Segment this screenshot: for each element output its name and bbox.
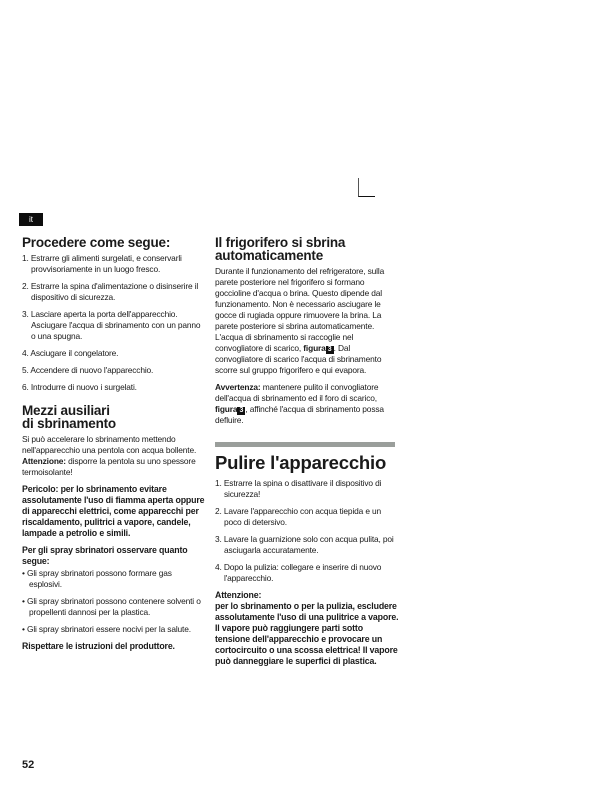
spray-bullets: [22, 568, 206, 635]
list-item: 5. Accendere di nuovo l'apparecchio.: [22, 365, 154, 375]
list-item: 3. Lasciare aperta la porta dell'apparecchio. Asciugare l'acqua di sbrinamento con un panno o una spugna.: [22, 309, 201, 341]
defrost-aids-paragraph: Si può accelerare lo sbrinamento mettendo nell'apparecchio una pentola con acqua bollente. Attenzione: disporre la pentola su uno spessore termoisolante!: [22, 434, 197, 477]
heading-cleaning: Pulire l'apparecchio: [215, 452, 387, 473]
section-divider: [215, 442, 395, 447]
list-item: • Gli spray sbrinatori possono contenere solventi o propellenti dannosi per la plastica.: [22, 596, 201, 617]
list-item: 4. Dopo la pulizia: collegare e inserire di nuovo l'apparecchio.: [215, 562, 382, 583]
attention-text: per lo sbrinamento o per la pulizia, escludere assolutamente l'uso di una pulitrice a vapore. Il vapore può raggiungere parti sotto tensione dell'apparecchio e provocare un cortocircuito o una scossa elettrica! Il vapore può danneggiare le superfici di plastica.: [215, 601, 399, 666]
list-item: 1. Estrarre gli alimenti surgelati, e conservarli provvisoriamente in un luogo fresco.: [22, 253, 182, 274]
warning-paragraph: Avvertenza: mantenere pulito il convogliatore dell'acqua di sbrinamento ed il foro di scarico, figura 3 , affinché l'acqua di sbrinamento possa defluire.: [215, 382, 384, 425]
closing-note: Rispettare le istruzioni del produttore.: [22, 641, 175, 651]
figure-ref: 3: [237, 407, 245, 415]
auto-defrost-paragraph: Durante il funzionamento del refrigeratore, sulla parete posteriore nel frigorifero si formano goccioline d'acqua o brina. Questo dipende dal funzionamento. Non è necessario asciugare le gocce di rugiada oppure rimuovere la brina. La parete posteriore si sbrina automaticamente. L'acqua di sbrinamento si raccoglie nel convogliatore di scarico, figura 3 . Dal convogliatore di scarico l'acqua di sbrinamento scorre sul gruppo frigorifero e qui evapora.: [215, 266, 385, 375]
cleaning-steps: [215, 478, 399, 584]
crop-mark: [358, 178, 375, 197]
right-column: [215, 236, 399, 667]
heading-defrost-aids: Mezzi ausiliari di sbrinamento: [22, 403, 116, 431]
list-item: • Gli spray sbrinatori essere nocivi per la salute.: [22, 624, 191, 634]
list-item: • Gli spray sbrinatori possono formare gas esplosivi.: [22, 568, 172, 589]
page-number: 52: [22, 759, 35, 771]
list-item: 4. Asciugare il congelatore.: [22, 348, 119, 358]
attention-title: Attenzione:: [215, 590, 262, 600]
list-item: 6. Introdurre di nuovo i surgelati.: [22, 382, 137, 392]
heading-procedure: Procedere come segue:: [22, 235, 171, 250]
danger-warning: Pericolo: per lo sbrinamento evitare assolutamente l'uso di fiamma aperta oppure di apparecchi elettrici, come apparecchi per riscaldamento, pulitrici a vapore, candele, lampade a petrolio e simili.: [22, 484, 205, 538]
spray-intro: Per gli spray sbrinatori osservare quanto segue:: [22, 545, 188, 566]
left-column: [22, 236, 206, 652]
procedure-steps: [22, 253, 206, 393]
list-item: 3. Lavare la guarnizione solo con acqua pulita, poi asciugarla accuratamente.: [215, 534, 394, 555]
figure-ref: 3: [326, 346, 334, 354]
list-item: 2. Lavare l'apparecchio con acqua tiepida e un poco di detersivo.: [215, 506, 382, 527]
heading-auto-defrost: Il frigorifero si sbrina automaticamente: [215, 235, 346, 263]
language-badge: it: [19, 213, 43, 226]
list-item: 1. Estrarre la spina o disattivare il dispositivo di sicurezza!: [215, 478, 382, 499]
list-item: 2. Estrarre la spina d'alimentazione o disinserire il dispositivo di sicurezza.: [22, 281, 199, 302]
